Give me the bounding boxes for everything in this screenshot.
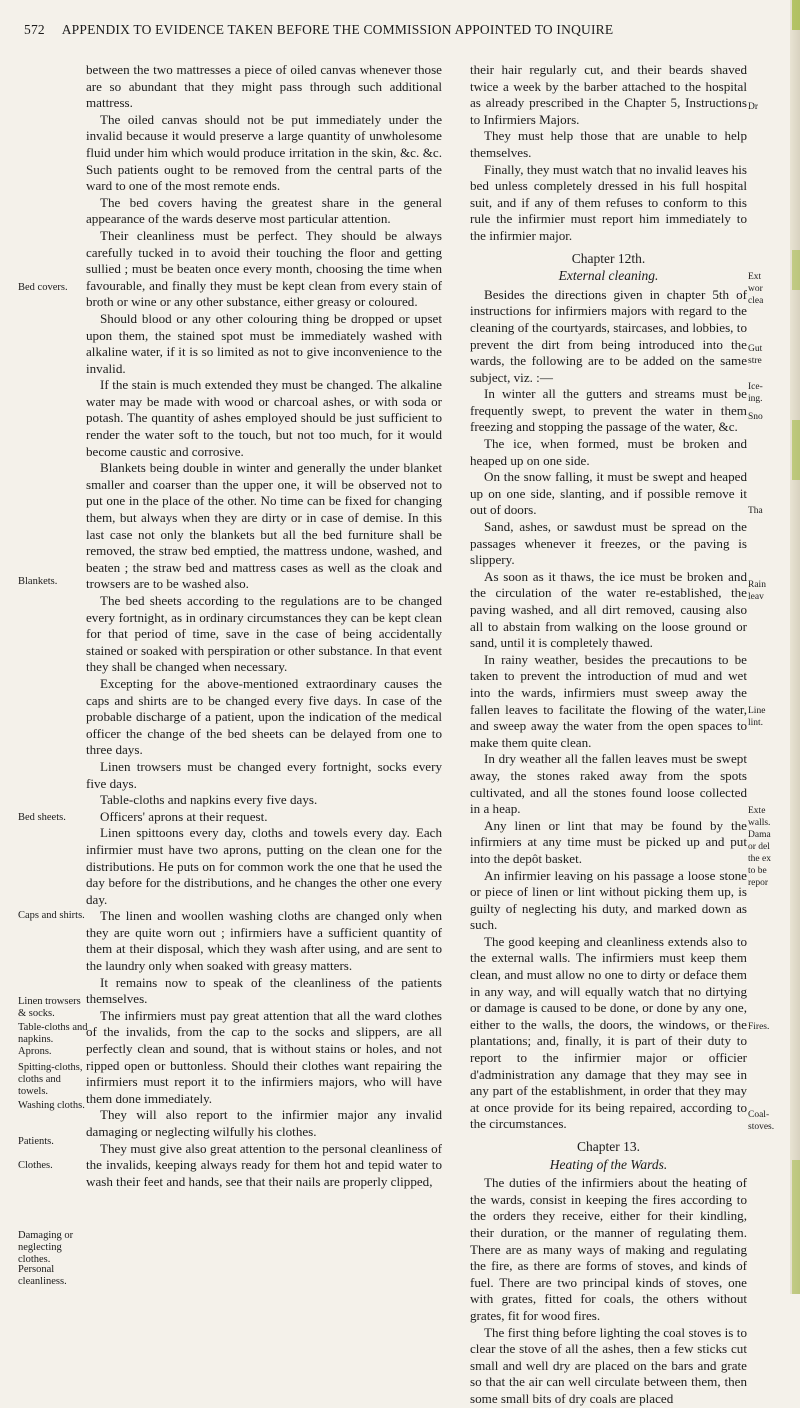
margin-note: Rain xyxy=(748,580,766,590)
page-edge xyxy=(790,0,800,1294)
paragraph: Any linen or lint that may be found by the infirmiers at any time must be picked up and put into the depôt basket. xyxy=(470,817,747,866)
margin-note: walls. xyxy=(748,818,771,828)
paragraph: If the stain is much extended they must be changed. The alkaline water may be made with wood or charcoal ashes, or with soda or potash. The quantity of ashes employed should be just sufficient to render the water soft to the touch, but not too much, for it would become caustic and corrosive. xyxy=(86,377,442,459)
margin-note: wor xyxy=(748,284,763,294)
paragraph: They must give also great attention to the personal cleanliness of the invalids, keeping always ready for them hot and tepid water to wash their feet and hands, see that their nails are properly clipped, xyxy=(86,1140,442,1189)
margin-note: Bed sheets. xyxy=(18,812,66,823)
margin-note: Patients. xyxy=(18,1136,54,1147)
margin-note: Line xyxy=(748,706,766,716)
paragraph: Besides the directions given in chapter 5th of instructions for infirmiers majors with regard to the cleaning of the courtyards, staircases, and lobbies, to prevent the dirt from being introduced into the wards, the following are to be added on the same subject, viz. :— xyxy=(470,286,747,385)
margin-note: stre xyxy=(748,356,762,366)
paragraph: In rainy weather, besides the precautions to be taken to prevent the introduction of mud and wet into the wards, infirmiers must sweep away the fallen leaves to facilitate the flowing of the water, and sweep away the water from the open spaces to make them quite clean. xyxy=(470,651,747,750)
paragraph: Excepting for the above-mentioned extraordinary causes the caps and shirts are to be changed every five days. In case of the probable discharge of a patient, upon the indication of the medical officer the change of the bed sheets can be delayed from one to three days. xyxy=(86,675,442,758)
margin-note: Damaging or neglecting clothes. xyxy=(18,1230,74,1265)
paragraph: The bed covers having the greatest share in the general appearance of the wards deserve most particular attention. xyxy=(86,194,442,227)
paragraph: The first thing before lighting the coal stoves is to clear the stove of all the ashes, then a few sticks cut small and well dry are placed on the bars and grate so that the air can well circulate between them, then some small bits of dry coals are placed xyxy=(470,1324,747,1406)
margin-note: lint. xyxy=(748,718,764,728)
page-edge-tint xyxy=(792,0,800,30)
paragraph: their hair regularly cut, and their beards shaved twice a week by the barber attached to the hospital as already prescribed in the Chapter 5, Instructions to Infirmiers Majors. xyxy=(470,62,747,127)
margin-note: repor xyxy=(748,878,769,888)
margin-note: stoves. xyxy=(748,1122,775,1132)
paragraph: Should blood or any other colouring thing be dropped or upset upon them, the stained spot must be immediately washed with alkaline water, if it is so limited as not to give inconvenience to the invalid. xyxy=(86,310,442,376)
margin-note: Gut xyxy=(748,344,763,354)
paragraph: It remains now to speak of the cleanliness of the patients themselves. xyxy=(86,974,442,1007)
margin-note: Dr xyxy=(748,102,759,112)
margin-note: Caps and shirts. xyxy=(18,910,85,921)
paragraph: The ice, when formed, must be broken and heaped up on one side. xyxy=(470,436,747,468)
paragraph: Table-cloths and napkins every five days. xyxy=(100,792,318,808)
page-edge-tint xyxy=(792,1160,800,1294)
right-column xyxy=(470,62,747,1408)
paragraph: The good keeping and cleanliness extends also to the external walls. The infirmiers must keep them clean, and must allow no one to dirty or deface them in any way, and will equally watch that no dirtying or damage is caused to be done, or done by any one, either to the walls, the doors, the windows, or the plantations; and, finally, it is part of their duty to report to the infirmier major or officier d'administration any damage that they may see in any part of the establishment, in order that they may at once provide for its being repaired, according to the circumstances. xyxy=(470,933,747,1132)
margin-note: leav xyxy=(748,592,764,602)
paragraph: The linen and woollen washing cloths are changed only when they are quite worn out ; infirmiers have a sufficient quantity of them at their disposal, which they wash after using, and are sent to the laundry only when soaked with greasy matters. xyxy=(86,908,442,974)
paragraph: Officers' aprons at their request. xyxy=(100,808,268,824)
left-column xyxy=(86,62,442,1190)
paragraph: In winter all the gutters and streams must be frequently swept, to prevent the water in them freezing and stopping the passage of the water, &c. xyxy=(470,386,747,435)
paragraph: Linen trowsers must be changed every fortnight, socks every five days. xyxy=(86,758,442,791)
margin-note: Ice- xyxy=(748,382,763,392)
margin-note: clea xyxy=(748,296,764,306)
paragraph: As soon as it thaws, the ice must be broken and the circulation of the water re-established, the paving washed, and all dirt removed, causing also all to abstain from walking on the loose ground or sand, until it is completely thawed. xyxy=(470,568,747,651)
margin-note: Fires. xyxy=(748,1022,770,1032)
margin-note: to be xyxy=(748,866,767,876)
margin-note: or del xyxy=(748,842,770,852)
paragraph: They must help those that are unable to help themselves. xyxy=(470,128,747,160)
margin-note: Coal- xyxy=(748,1110,770,1120)
margin-note: Exte xyxy=(748,806,766,816)
margin-note: Washing cloths. xyxy=(18,1100,85,1111)
paragraph: The oiled canvas should not be put immediately under the invalid because it would preserve a large quantity of unwholesome fluid under him which would produce irritation in the skin, &c. &c. Such patients ought to be removed from the central parts of the ward to one of the most remote ends. xyxy=(86,111,442,194)
margin-note: Tha xyxy=(748,506,763,516)
page-edge-tint xyxy=(792,250,800,290)
margin-note: Dama xyxy=(748,830,771,840)
margin-note: Ext xyxy=(748,272,762,282)
margin-note: Sno xyxy=(748,412,763,422)
page-edge-tint xyxy=(792,420,800,480)
paragraph: The infirmiers must pay great attention that all the ward clothes of the invalids, from the cap to the socks and slippers, are all perfectly clean and sound, that is without stains or holes, and not ripped open or buttonless. Should their clothes want repairing the infirmiers must report it to the infirmiers majors, who will have them done immediately. xyxy=(86,1007,442,1106)
paragraph: They will also report to the infirmier major any invalid damaging or neglecting wilfully his clothes. xyxy=(86,1107,442,1139)
chapter-heading: Chapter 12th. xyxy=(571,250,646,266)
margin-note: Spitting-cloths, cloths and towels. xyxy=(18,1062,83,1097)
paragraph: The bed sheets according to the regulations are to be changed every fortnight, as in ordinary circumstances they can be kept clean for that period of time, save in the case of being accidentally stained or soaked with perspiration or other substance. In that event they shall be changed when necessary. xyxy=(86,593,442,675)
margin-note: Linen trowsers & socks. xyxy=(18,996,81,1019)
paragraph: In dry weather all the fallen leaves must be swept away, the stones raked away from the spots cultivated, and all the stones found loose collected in a heap. xyxy=(470,751,747,817)
running-header xyxy=(24,22,794,38)
paragraph: The duties of the infirmiers about the heating of the wards, consist in keeping the fires according to the orders they receive, either for their kindling, their duration, or the manner of regulating them. There are as many ways of making and regulating the fire, as there are forms of stoves, and kinds of fuel. There are two principal kinds of stoves, one with grates, fitted for coals, the others without grates, fit for wood fires. xyxy=(470,1175,747,1323)
paragraph: On the snow falling, it must be swept and heaped up on one side, slanting, and if possible remove it out of doors. xyxy=(470,469,747,518)
header-title: APPENDIX TO EVIDENCE TAKEN BEFORE THE COMMISSION APPOINTED TO INQUIRE xyxy=(61,22,614,37)
margin-note: Table-cloths and napkins. xyxy=(18,1022,88,1045)
chapter-title: Heating of the Wards. xyxy=(549,1156,668,1172)
margin-note: Personal cleanliness. xyxy=(18,1264,67,1287)
margin-note: Aprons. xyxy=(18,1046,52,1057)
margin-note: Blankets. xyxy=(18,576,58,587)
paragraph: between the two mattresses a piece of oiled canvas whenever those are so abundant that they might pass through such additional mattress. xyxy=(86,62,442,111)
paragraph: Blankets being double in winter and generally the under blanket smaller and coarser than the upper one, it will be observed not to put one in the place of the other. No time can be fixed for changing them, but always when they are dirty or in case of demise. In this last case not only the blankets but all the bed furniture shall be removed, the straw bed emptied, the mattress undone, washed, and beaten ; the straw bed and mattress cases as well as the cloak and trowsers are to be washed also. xyxy=(86,460,442,592)
margin-note: Clothes. xyxy=(18,1160,53,1171)
margin-note: Bed covers. xyxy=(18,282,68,293)
page-number: 572 xyxy=(24,22,45,37)
paragraph: Their cleanliness must be perfect. They should be always carefully tucked in to avoid their touching the floor and getting sullied ; must be beaten once every month, choosing the time when favourable, and finally they must be kept clean from every stain of broth or wine or any other substance, either greasy or coloured. xyxy=(86,227,442,310)
margin-note: ing. xyxy=(748,394,763,404)
paragraph: Linen spittoons every day, cloths and towels every day. Each infirmier must have two aprons, putting on the clean one for the distributions. He puts on for common work the one that he used the day before for the distributions, and he changes the other one every day. xyxy=(86,825,442,907)
paragraph: Finally, they must watch that no invalid leaves his bed unless completely dressed in his full hospital suit, and if any of them refuses to conform to this rule the infirmier must report him immediately to the infirmier major. xyxy=(470,161,747,243)
paragraph: Sand, ashes, or sawdust must be spread on the passages whenever it freezes, or the paving is slippery. xyxy=(470,519,747,568)
margin-note: the ex xyxy=(748,854,771,864)
paragraph: An infirmier leaving on his passage a loose stone or piece of linen or lint without picking them up, is guilty of neglecting his duty, and marked down as such. xyxy=(470,867,747,933)
chapter-title: External cleaning. xyxy=(558,268,659,284)
chapter-heading: Chapter 13. xyxy=(577,1139,640,1154)
